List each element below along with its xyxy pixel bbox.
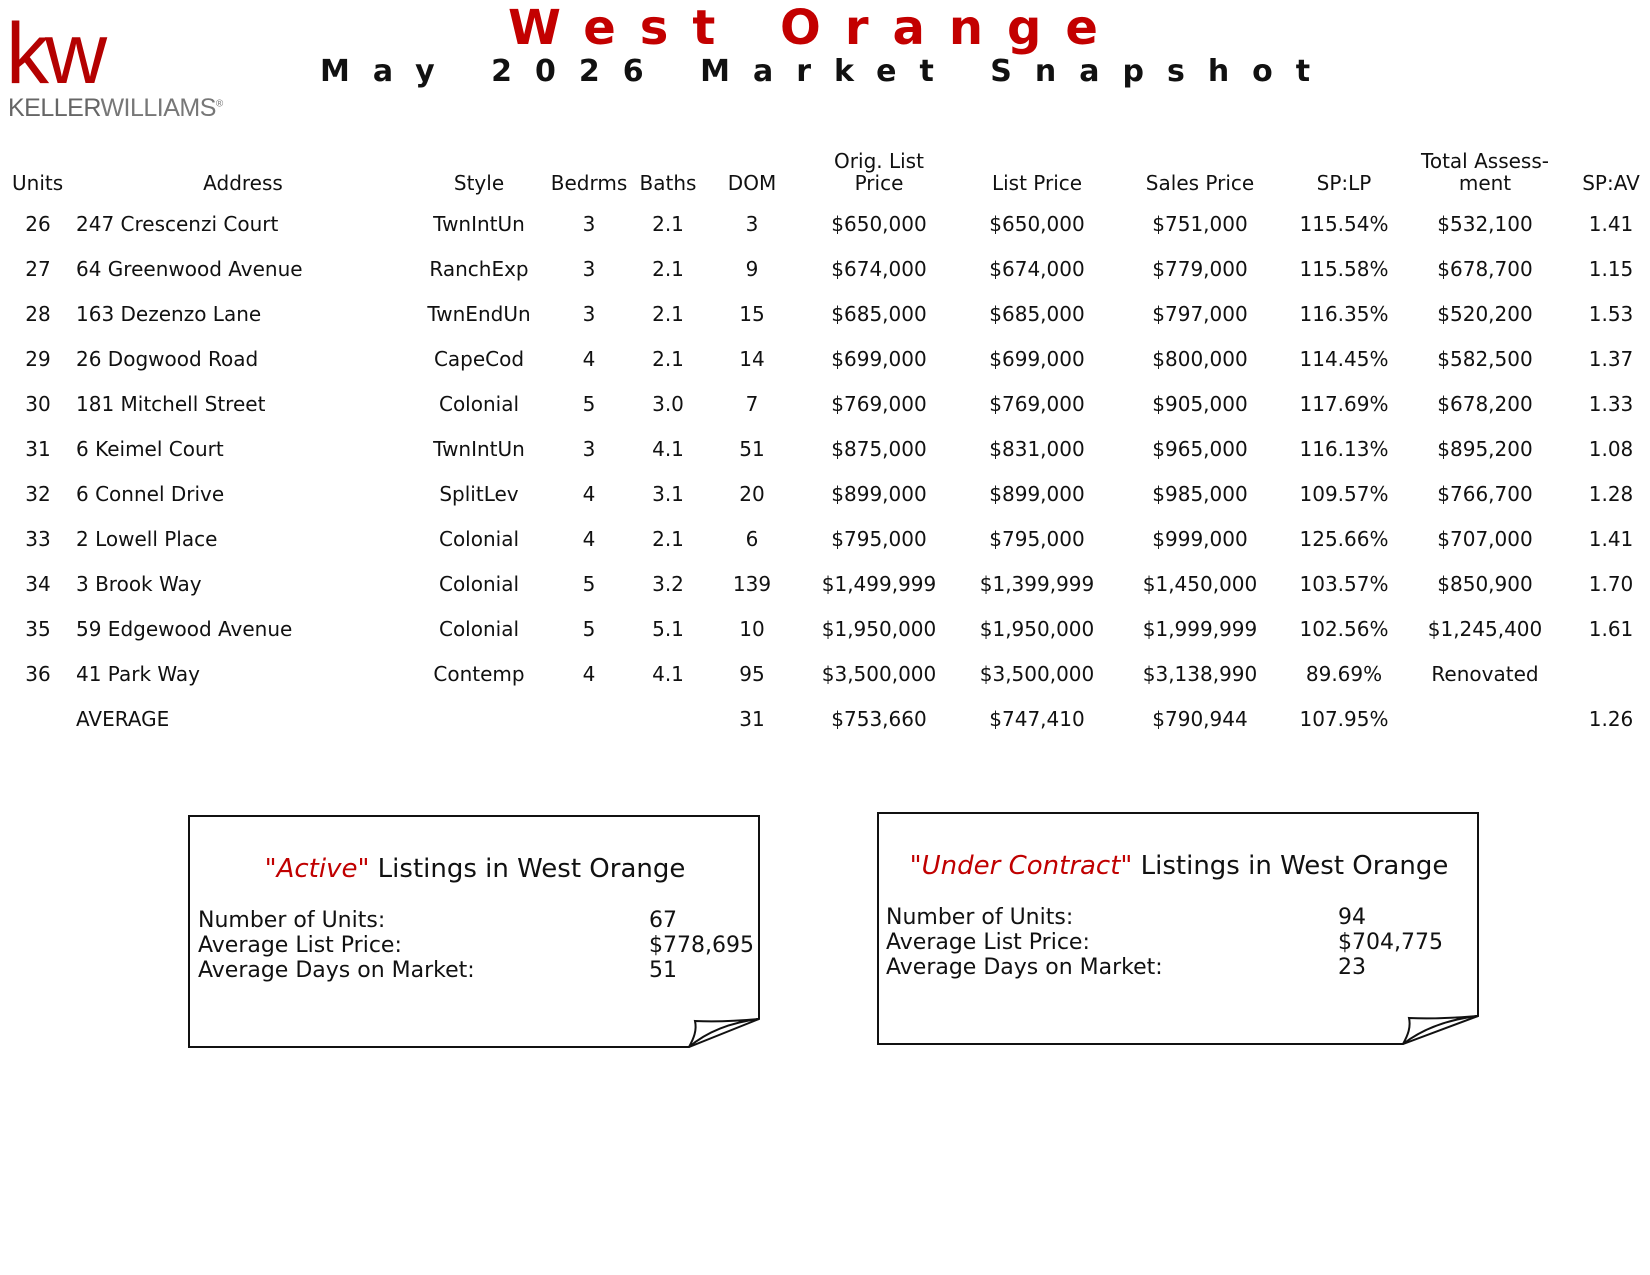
cell-unit: 32 [25, 482, 51, 506]
keller-williams-logo [6, 6, 236, 124]
cell-baths: 2.1 [652, 212, 684, 236]
cell-orig-price: $1,499,999 [821, 572, 937, 596]
cell-sp-lp: 102.56% [1299, 617, 1389, 641]
cell-style: Colonial [438, 392, 520, 416]
cell-style: TwnIntUn [433, 437, 525, 461]
cell-sp-lp: 116.35% [1299, 302, 1389, 326]
cell-dom: 9 [745, 257, 759, 281]
cell-orig-price: $795,000 [831, 527, 927, 551]
header-address: Address [203, 171, 283, 195]
table-row [0, 427, 1650, 472]
cell-sales-price: $1,999,999 [1142, 617, 1258, 641]
cell-unit: 26 [25, 212, 51, 236]
cell-dom: 14 [739, 347, 765, 371]
header-sp-av: SP:AV [1582, 171, 1640, 195]
cell-baths: 3.1 [652, 482, 684, 506]
cell-baths: 4.1 [652, 437, 684, 461]
header-sales-price: Sales Price [1145, 171, 1255, 195]
cell-orig-price: $674,000 [831, 257, 927, 281]
cell-sales-price: $797,000 [1152, 302, 1248, 326]
cell-sp-av: 1.41 [1588, 212, 1634, 236]
table-row [0, 202, 1650, 247]
cell-bedrms: 3 [582, 257, 596, 281]
cell-total-assessment: $895,200 [1437, 437, 1533, 461]
average-sp-av: 1.26 [1588, 707, 1634, 731]
cell-address: 41 Park Way [76, 662, 200, 686]
cell-total-assessment: $678,200 [1437, 392, 1533, 416]
cell-sp-lp: 109.57% [1299, 482, 1389, 506]
cell-address: 6 Keimel Court [76, 437, 224, 461]
cell-dom: 139 [732, 572, 772, 596]
cell-sp-av: 1.53 [1588, 302, 1634, 326]
cell-style: Contemp [433, 662, 525, 686]
cell-address: 64 Greenwood Avenue [76, 257, 303, 281]
cell-unit: 29 [25, 347, 51, 371]
table-row [0, 652, 1650, 697]
cell-sales-price: $751,000 [1152, 212, 1248, 236]
cell-style: CapeCod [433, 347, 525, 371]
cell-dom: 51 [739, 437, 765, 461]
cell-total-assessment: $1,245,400 [1427, 617, 1543, 641]
cell-orig-price: $685,000 [831, 302, 927, 326]
active-units-label: Number of Units: [198, 908, 386, 933]
cell-sp-lp: 117.69% [1299, 392, 1389, 416]
table-average-row [0, 697, 1650, 742]
cell-unit: 33 [25, 527, 51, 551]
cell-baths: 2.1 [652, 302, 684, 326]
average-dom: 31 [739, 707, 765, 731]
cell-address: 163 Dezenzo Lane [76, 302, 262, 326]
cell-style: TwnEndUn [427, 302, 531, 326]
cell-sp-lp: 89.69% [1305, 662, 1383, 686]
cell-sp-av: 1.28 [1588, 482, 1634, 506]
active-avg-dom-value: 51 [649, 958, 677, 983]
cell-sp-lp: 116.13% [1299, 437, 1389, 461]
table-body [0, 202, 1650, 697]
cell-sales-price: $779,000 [1152, 257, 1248, 281]
under-contract-listings-box [878, 813, 1480, 1046]
table-row [0, 337, 1650, 382]
active-box-title: "Active" Listings in West Orange [264, 854, 686, 884]
cell-list-price: $685,000 [989, 302, 1085, 326]
cell-bedrms: 4 [582, 347, 596, 371]
table-row [0, 292, 1650, 337]
active-avg-price-label: Average List Price: [198, 933, 402, 958]
cell-total-assessment: $850,900 [1437, 572, 1533, 596]
cell-unit: 35 [25, 617, 51, 641]
header-style: Style [453, 171, 505, 195]
average-orig-price: $753,660 [831, 707, 927, 731]
cell-dom: 7 [745, 392, 759, 416]
table-row [0, 607, 1650, 652]
cell-style: Colonial [438, 572, 520, 596]
cell-bedrms: 5 [582, 617, 596, 641]
cell-orig-price: $875,000 [831, 437, 927, 461]
cell-sp-lp: 103.57% [1299, 572, 1389, 596]
cell-baths: 4.1 [652, 662, 684, 686]
cell-sp-lp: 125.66% [1299, 527, 1389, 551]
active-listings-box [189, 816, 761, 1049]
cell-style: RanchExp [429, 257, 529, 281]
cell-style: SplitLev [439, 482, 519, 506]
cell-orig-price: $899,000 [831, 482, 927, 506]
table-row [0, 517, 1650, 562]
cell-sales-price: $965,000 [1152, 437, 1248, 461]
cell-sp-lp: 115.58% [1299, 257, 1389, 281]
cell-unit: 34 [25, 572, 51, 596]
cell-dom: 95 [739, 662, 765, 686]
active-avg-dom-label: Average Days on Market: [198, 958, 475, 983]
table-row [0, 562, 1650, 607]
cell-bedrms: 3 [582, 212, 596, 236]
cell-orig-price: $650,000 [831, 212, 927, 236]
title-city: West Orange [508, 0, 1122, 56]
cell-bedrms: 5 [582, 572, 596, 596]
cell-orig-price: $699,000 [831, 347, 927, 371]
cell-sp-av: 1.33 [1588, 392, 1634, 416]
cell-sp-av: 1.70 [1588, 572, 1634, 596]
cell-dom: 3 [745, 212, 759, 236]
table-row [0, 382, 1650, 427]
cell-dom: 20 [739, 482, 765, 506]
cell-address: 6 Connel Drive [76, 482, 225, 506]
contract-avg-price-value: $704,775 [1338, 930, 1443, 955]
cell-dom: 10 [739, 617, 765, 641]
cell-orig-price: $1,950,000 [821, 617, 937, 641]
cell-list-price: $1,950,000 [979, 617, 1095, 641]
cell-bedrms: 4 [582, 527, 596, 551]
cell-unit: 28 [25, 302, 51, 326]
cell-sales-price: $999,000 [1152, 527, 1248, 551]
cell-sales-price: $800,000 [1152, 347, 1248, 371]
header-dom: DOM [727, 171, 777, 195]
cell-list-price: $769,000 [989, 392, 1085, 416]
cell-list-price: $899,000 [989, 482, 1085, 506]
cell-baths: 2.1 [652, 347, 684, 371]
cell-sp-av: 1.41 [1588, 527, 1634, 551]
cell-total-assessment: $582,500 [1437, 347, 1533, 371]
cell-dom: 15 [739, 302, 765, 326]
cell-bedrms: 5 [582, 392, 596, 416]
header-baths: Baths [639, 171, 697, 195]
cell-sp-lp: 115.54% [1299, 212, 1389, 236]
cell-sp-av: 1.61 [1588, 617, 1634, 641]
cell-sales-price: $905,000 [1152, 392, 1248, 416]
cell-sales-price: $3,138,990 [1142, 662, 1258, 686]
cell-baths: 2.1 [652, 527, 684, 551]
cell-total-assessment: $707,000 [1437, 527, 1533, 551]
average-sp-lp: 107.95% [1299, 707, 1389, 731]
cell-address: 59 Edgewood Avenue [76, 617, 293, 641]
cell-baths: 3.2 [652, 572, 684, 596]
cell-list-price: $3,500,000 [979, 662, 1095, 686]
cell-unit: 31 [25, 437, 51, 461]
cell-list-price: $650,000 [989, 212, 1085, 236]
cell-list-price: $699,000 [989, 347, 1085, 371]
cell-style: Colonial [438, 617, 520, 641]
header-sp-lp: SP:LP [1316, 171, 1372, 195]
cell-orig-price: $3,500,000 [821, 662, 937, 686]
cell-baths: 3.0 [652, 392, 684, 416]
cell-unit: 27 [25, 257, 51, 281]
contract-units-value: 94 [1338, 905, 1366, 930]
average-label: AVERAGE [76, 707, 170, 731]
cell-sp-lp: 114.45% [1299, 347, 1389, 371]
active-units-value: 67 [649, 908, 677, 933]
cell-address: 3 Brook Way [76, 572, 202, 596]
cell-sales-price: $985,000 [1152, 482, 1248, 506]
header-total-assessment: Total Assess- ment [1421, 149, 1549, 195]
cell-address: 181 Mitchell Street [76, 392, 266, 416]
cell-list-price: $831,000 [989, 437, 1085, 461]
cell-style: Colonial [438, 527, 520, 551]
average-list-price: $747,410 [989, 707, 1085, 731]
contract-box-title: "Under Contract" Listings in West Orange [909, 851, 1449, 881]
contract-avg-dom-value: 23 [1338, 955, 1366, 980]
kw-logo-mark: kw [6, 6, 104, 102]
cell-dom: 6 [745, 527, 759, 551]
header-units: Units [12, 171, 64, 195]
contract-avg-price-label: Average List Price: [886, 930, 1090, 955]
cell-bedrms: 3 [582, 437, 596, 461]
cell-orig-price: $769,000 [831, 392, 927, 416]
contract-units-label: Number of Units: [886, 905, 1074, 930]
cell-list-price: $674,000 [989, 257, 1085, 281]
cell-address: 2 Lowell Place [76, 527, 218, 551]
header-bedrms: Bedrms [550, 171, 628, 195]
cell-address: 247 Crescenzi Court [76, 212, 279, 236]
cell-sales-price: $1,450,000 [1142, 572, 1258, 596]
cell-bedrms: 4 [582, 662, 596, 686]
sales-table [0, 140, 1650, 742]
cell-sp-av: 1.08 [1588, 437, 1634, 461]
cell-bedrms: 4 [582, 482, 596, 506]
cell-sp-av: 1.37 [1588, 347, 1634, 371]
cell-total-assessment: $520,200 [1437, 302, 1533, 326]
cell-list-price: $795,000 [989, 527, 1085, 551]
cell-baths: 5.1 [652, 617, 684, 641]
cell-sp-av: 1.15 [1588, 257, 1634, 281]
cell-total-assessment: Renovated [1431, 662, 1539, 686]
cell-unit: 36 [25, 662, 51, 686]
cell-baths: 2.1 [652, 257, 684, 281]
contract-avg-dom-label: Average Days on Market: [886, 955, 1163, 980]
cell-style: TwnIntUn [433, 212, 525, 236]
table-header [0, 140, 1650, 202]
logo-wordmark: KELLERWILLIAMS® [8, 94, 223, 122]
average-sales-price: $790,944 [1152, 707, 1248, 731]
table-row [0, 247, 1650, 292]
title-subtitle: May 2026 Market Snapshot [320, 54, 1334, 89]
cell-total-assessment: $532,100 [1437, 212, 1533, 236]
table-row [0, 472, 1650, 517]
cell-unit: 30 [25, 392, 51, 416]
cell-address: 26 Dogwood Road [76, 347, 259, 371]
cell-bedrms: 3 [582, 302, 596, 326]
header-orig-list-price: Orig. List Price [834, 149, 924, 195]
active-avg-price-value: $778,695 [649, 933, 754, 958]
cell-total-assessment: $678,700 [1437, 257, 1533, 281]
header-list-price: List Price [991, 171, 1083, 195]
cell-total-assessment: $766,700 [1437, 482, 1533, 506]
cell-list-price: $1,399,999 [979, 572, 1095, 596]
